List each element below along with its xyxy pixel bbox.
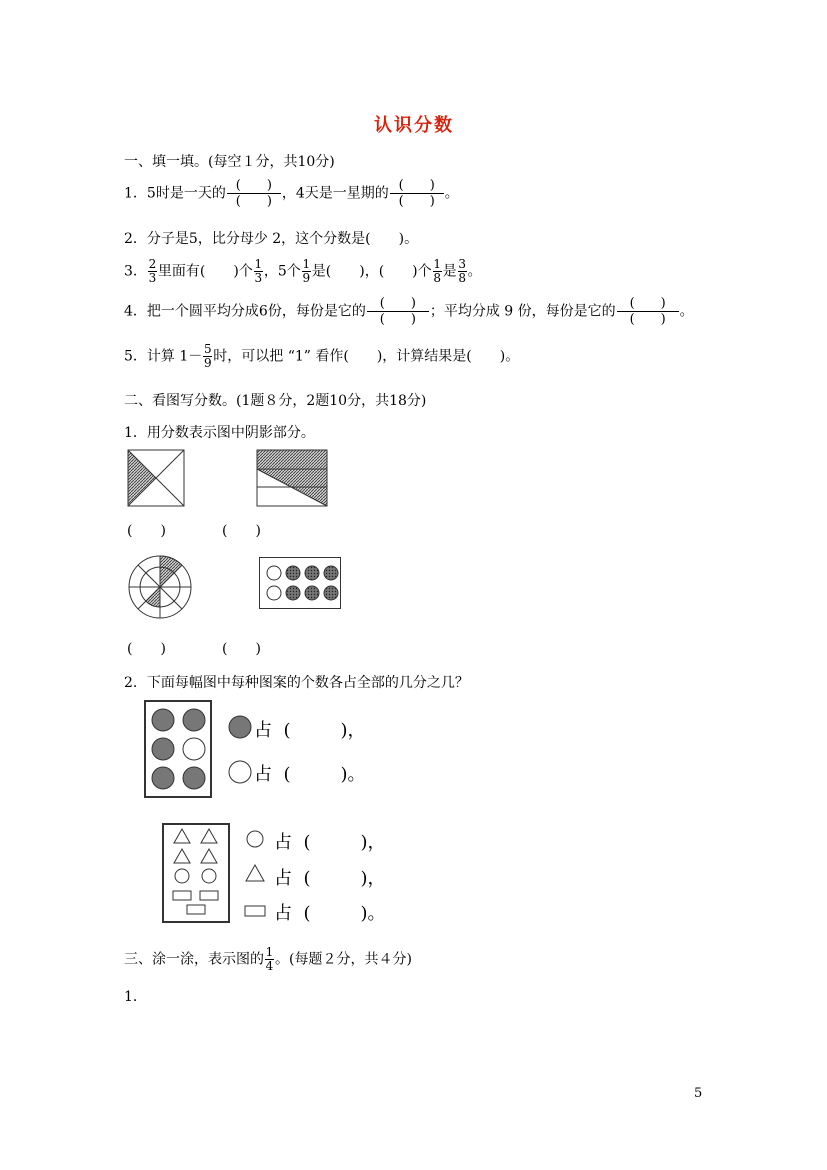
figure-circle-sectors	[126, 555, 194, 619]
answer-blank-fraction[interactable]: $\frac{( )}{( )}$	[367, 296, 429, 327]
figure-circle-box	[259, 557, 341, 609]
question-2-1: 1．用分数表示图中阴影部分。	[124, 425, 315, 441]
question-1-2: 2．分子是5，比分母少 2，这个分数是( )。	[124, 231, 419, 247]
fraction-answer-line: 占 ( )。	[254, 764, 366, 785]
page-number: 5	[694, 1086, 703, 1101]
answer-blank[interactable]: ( )	[222, 523, 261, 539]
answer-blank-fraction[interactable]: $\frac{( )}{( )}$	[227, 178, 281, 209]
fraction-answer-line: 占 ( )，	[254, 720, 366, 741]
answer-blank[interactable]: ( )	[222, 641, 261, 657]
fraction-answer-line: 占 ( )。	[274, 903, 386, 924]
question-1-1: 1．5时是一天的 $\frac{( )}{( )}$ ，4天是一星期的 $\frac{( )}{( )}$ 。	[124, 178, 459, 209]
question-2-2: 2．下面每幅图中每种图案的个数各占全部的几分之几？	[124, 675, 469, 691]
question-3-1: 1．	[124, 989, 147, 1005]
figure-square-diagonals	[128, 450, 184, 506]
empty-circle-icon	[228, 760, 252, 784]
fraction-answer-line: 占 ( )，	[274, 868, 386, 889]
section3-heading: 三、涂一涂，表示图的 $\frac{1}{4}$ 。(每题２分，共４分)	[124, 945, 412, 973]
rectangle-icon	[244, 903, 268, 919]
fraction-answer-line: 占 ( )，	[274, 832, 386, 853]
filled-circle-icon	[228, 715, 252, 739]
question-1-4: 4．把一个圆平均分成6份，每份是它的 $\frac{( )}{( )}$ ；平均分成 9 份，每份是它的 $\frac{( )}{( )}$ 。	[124, 296, 694, 327]
section1-heading: 一、填一填。(每空１分，共10分)	[124, 154, 335, 170]
question-1-5: 5．计算 1－ $\frac{5}{9}$ 时，可以把 “1” 看作( )，计算结果是( )。	[124, 342, 520, 370]
figure-mixed-shapes	[162, 823, 230, 923]
answer-blank-fraction[interactable]: $\frac{( )}{( )}$	[617, 296, 679, 327]
section2-heading: 二、看图写分数。(1题８分，2题10分，共18分)	[124, 393, 427, 409]
answer-blank[interactable]: ( )	[127, 523, 166, 539]
question-1-3: 3． $\frac{2}{3}$ 里面有( )个 $\frac{1}{3}$ ，5个 $\frac{1}{9}$ 是( )，( )个 $\frac{1}{8}$ 是 $\frac{3}{8}$ 。	[124, 257, 482, 285]
page-title: 认识分数	[374, 115, 454, 136]
circle-icon	[245, 829, 265, 849]
figure-striped-rectangle	[257, 450, 327, 506]
triangle-icon	[244, 863, 266, 883]
figure-six-circles	[144, 700, 212, 798]
answer-blank-fraction[interactable]: $\frac{( )}{( )}$	[390, 178, 444, 209]
answer-blank[interactable]: ( )	[127, 641, 166, 657]
